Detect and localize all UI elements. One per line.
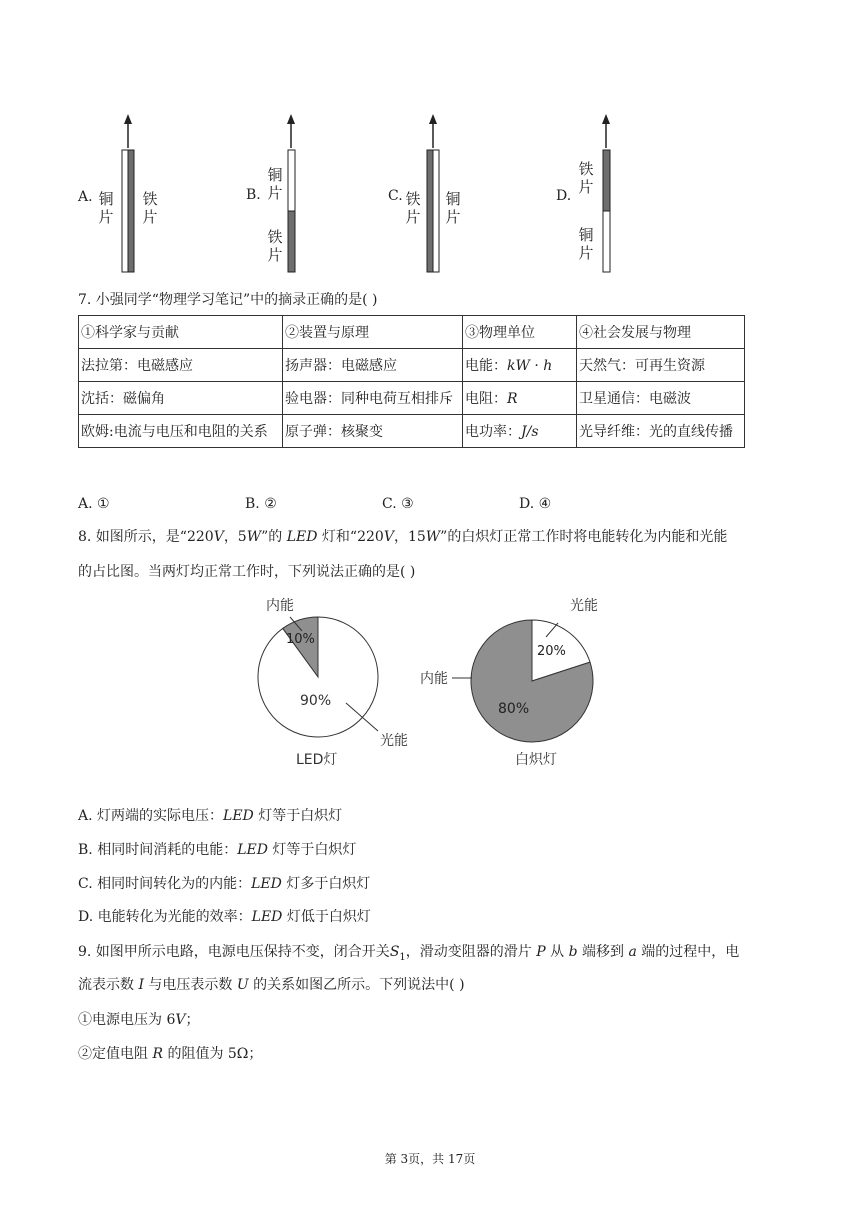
option-b-letter: B. bbox=[246, 187, 261, 203]
table-cell: 卫星通信：电磁波 bbox=[577, 382, 745, 415]
copper-strip bbox=[603, 211, 610, 272]
incandescent-pie-chart bbox=[410, 585, 610, 770]
table-row bbox=[79, 349, 745, 382]
q7-choice-d: D. ④ bbox=[519, 496, 552, 512]
led-slice-label: 90% bbox=[300, 693, 332, 709]
unit-math: kW · h bbox=[507, 358, 553, 374]
option-b-bottom-label: 铁片 bbox=[267, 228, 283, 264]
q9-line1 bbox=[78, 942, 739, 968]
option-a-letter: A. bbox=[78, 189, 93, 205]
unit-label: 电能： bbox=[465, 358, 507, 374]
option-b-top-label: 铜片 bbox=[267, 166, 283, 202]
q7-choice-c: C. ③ bbox=[382, 496, 414, 512]
math-run: V bbox=[175, 1012, 186, 1028]
table-cell: 天然气：可再生资源 bbox=[577, 349, 745, 382]
copper-strip bbox=[288, 150, 295, 211]
q7-choice-b: B. ② bbox=[245, 496, 277, 512]
math-run: P bbox=[536, 944, 546, 960]
unit-math: J/s bbox=[521, 424, 539, 440]
text-run: 9. 如图甲所示电路，电源电压保持不变，闭合开关 bbox=[78, 944, 390, 960]
text-run: 的阻值为 5Ω； bbox=[163, 1046, 263, 1062]
option-b-strip-diagram bbox=[275, 112, 307, 276]
q7-notes-table bbox=[78, 315, 745, 448]
option-a-strip-diagram bbox=[112, 112, 144, 276]
text-run: ； bbox=[185, 1012, 200, 1028]
arrow-head-icon bbox=[602, 114, 610, 124]
q8-choice-c bbox=[78, 874, 370, 894]
arrow-head-icon bbox=[429, 114, 437, 124]
table-cell: 验电器：同种电荷互相排斥 bbox=[283, 382, 463, 415]
text-run: 端的过程中，电 bbox=[636, 944, 740, 960]
option-d-top-label: 铁片 bbox=[578, 160, 594, 196]
text-run: B. 相同时间消耗的电能： bbox=[78, 842, 238, 858]
inc-slice-name: 内能 bbox=[420, 671, 448, 687]
copper-strip bbox=[433, 150, 439, 272]
q8-stem-line1 bbox=[78, 527, 727, 547]
table-cell bbox=[463, 349, 577, 382]
q9-item2 bbox=[78, 1044, 262, 1064]
inc-chart-title: 白炽灯 bbox=[515, 752, 557, 768]
q7-stem: 7. 小强同学“物理学习笔记”中的摘录正确的是( ) bbox=[78, 292, 378, 308]
option-a-left-label: 铜片 bbox=[98, 190, 114, 226]
q8-choice-b bbox=[78, 840, 356, 860]
table-header-cell: ①科学家与贡献 bbox=[79, 316, 283, 349]
table-cell: 光导纤维：光的直线传播 bbox=[577, 415, 745, 448]
text-run: C. 相同时间转化为的内能： bbox=[78, 876, 252, 892]
text-run: 灯多于白炽灯 bbox=[281, 876, 371, 892]
text-run: 流表示数 bbox=[78, 977, 139, 993]
q9-line2 bbox=[78, 975, 465, 995]
table-cell: 沈括：磁偏角 bbox=[79, 382, 283, 415]
q8-stem-line2: 的占比图。当两灯均正常工作时，下列说法正确的是( ) bbox=[78, 564, 416, 580]
math-run: V bbox=[213, 529, 224, 545]
inc-slice-name: 光能 bbox=[570, 598, 598, 614]
q8-choice-d bbox=[78, 907, 371, 927]
iron-strip bbox=[288, 211, 295, 272]
table-header-cell: ②装置与原理 bbox=[283, 316, 463, 349]
iron-strip bbox=[603, 150, 610, 211]
math-run: W bbox=[425, 529, 441, 545]
option-c-strip-diagram bbox=[417, 112, 449, 276]
led-pie-slices bbox=[258, 617, 378, 737]
math-run: W bbox=[246, 529, 262, 545]
table-cell: 欧姆:电流与电压和电阻的关系 bbox=[79, 415, 283, 448]
math-run: U bbox=[236, 977, 249, 993]
math-run: a bbox=[628, 944, 637, 960]
text-run: ，5 bbox=[223, 529, 247, 545]
incandescent-pie-slices bbox=[471, 620, 593, 742]
text-run: D. 电能转化为光能的效率： bbox=[78, 909, 252, 925]
text-run: 灯等于白炽灯 bbox=[253, 808, 343, 824]
option-d-strip-diagram bbox=[590, 112, 622, 276]
inc-slice-label: 80% bbox=[498, 701, 530, 717]
q8-choice-a bbox=[78, 806, 342, 826]
option-a-right-label: 铁片 bbox=[142, 190, 158, 226]
option-d-bottom-label: 铜片 bbox=[578, 226, 594, 262]
option-c-letter: C. bbox=[388, 188, 403, 204]
table-row bbox=[79, 415, 745, 448]
led-slice-name: 内能 bbox=[266, 598, 294, 614]
math-run: LED bbox=[286, 529, 318, 545]
text-run: ”的白炽灯正常工作时将电能转化为内能和光能 bbox=[440, 529, 728, 545]
iron-strip bbox=[128, 150, 134, 272]
arrow-head-icon bbox=[287, 114, 295, 124]
iron-strip bbox=[427, 150, 433, 272]
arrow-head-icon bbox=[124, 114, 132, 124]
text-run: 灯低于白炽灯 bbox=[282, 909, 371, 925]
page-footer: 第 3页，共 17页 bbox=[384, 1152, 476, 1166]
copper-strip bbox=[122, 150, 128, 272]
math-run: LED bbox=[237, 842, 268, 858]
text-run: A. 灯两端的实际电压： bbox=[78, 808, 224, 824]
option-c-right-label: 铜片 bbox=[445, 190, 461, 226]
text-run: 8. 如图所示，是“220 bbox=[78, 529, 214, 545]
option-d-letter: D. bbox=[556, 188, 572, 204]
unit-math: R bbox=[507, 391, 518, 407]
math-run: LED bbox=[223, 808, 254, 824]
math-run: V bbox=[383, 529, 394, 545]
table-cell: 原子弹：核聚变 bbox=[283, 415, 463, 448]
text-run: ，滑动变阻器的滑片 bbox=[405, 944, 537, 960]
table-header-row bbox=[79, 316, 745, 349]
table-header-cell: ④社会发展与物理 bbox=[577, 316, 745, 349]
table-cell: 扬声器：电磁感应 bbox=[283, 349, 463, 382]
text-run: ，15 bbox=[393, 529, 426, 545]
math-run: LED bbox=[251, 909, 283, 925]
unit-label: 电阻： bbox=[465, 391, 507, 407]
math-run: S bbox=[389, 944, 400, 960]
led-slice bbox=[258, 617, 378, 737]
table-cell bbox=[463, 415, 577, 448]
q9-item1 bbox=[78, 1010, 199, 1030]
table-row bbox=[79, 382, 745, 415]
text-run: 灯等于白炽灯 bbox=[267, 842, 357, 858]
math-run: R bbox=[152, 1046, 163, 1062]
math-run: b bbox=[568, 944, 578, 960]
math-run: I bbox=[138, 977, 144, 993]
text-run: 与电压表示数 bbox=[143, 977, 237, 993]
table-header-cell: ③物理单位 bbox=[463, 316, 577, 349]
text-run: ②定值电阻 bbox=[78, 1046, 153, 1062]
option-c-left-label: 铁片 bbox=[405, 190, 421, 226]
table-cell: 法拉第：电磁感应 bbox=[79, 349, 283, 382]
unit-label: 电功率： bbox=[465, 424, 521, 440]
led-chart-title: LED灯 bbox=[296, 752, 338, 768]
table-cell bbox=[463, 382, 577, 415]
text-run: ①电源电压为 6 bbox=[78, 1012, 176, 1028]
text-run: 端移到 bbox=[577, 944, 629, 960]
subscript: 1 bbox=[399, 951, 406, 963]
math-run: LED bbox=[251, 876, 282, 892]
inc-slice-label: 20% bbox=[537, 644, 566, 659]
text-run: 灯和“220 bbox=[317, 529, 384, 545]
text-run: 的关系如图乙所示。下列说法中( ) bbox=[248, 977, 465, 993]
text-run: 从 bbox=[545, 944, 569, 960]
q7-choice-a: A. ① bbox=[78, 496, 110, 512]
led-slice-label: 10% bbox=[286, 632, 315, 647]
text-run: ”的 bbox=[261, 529, 287, 545]
led-slice-name: 光能 bbox=[380, 733, 408, 749]
